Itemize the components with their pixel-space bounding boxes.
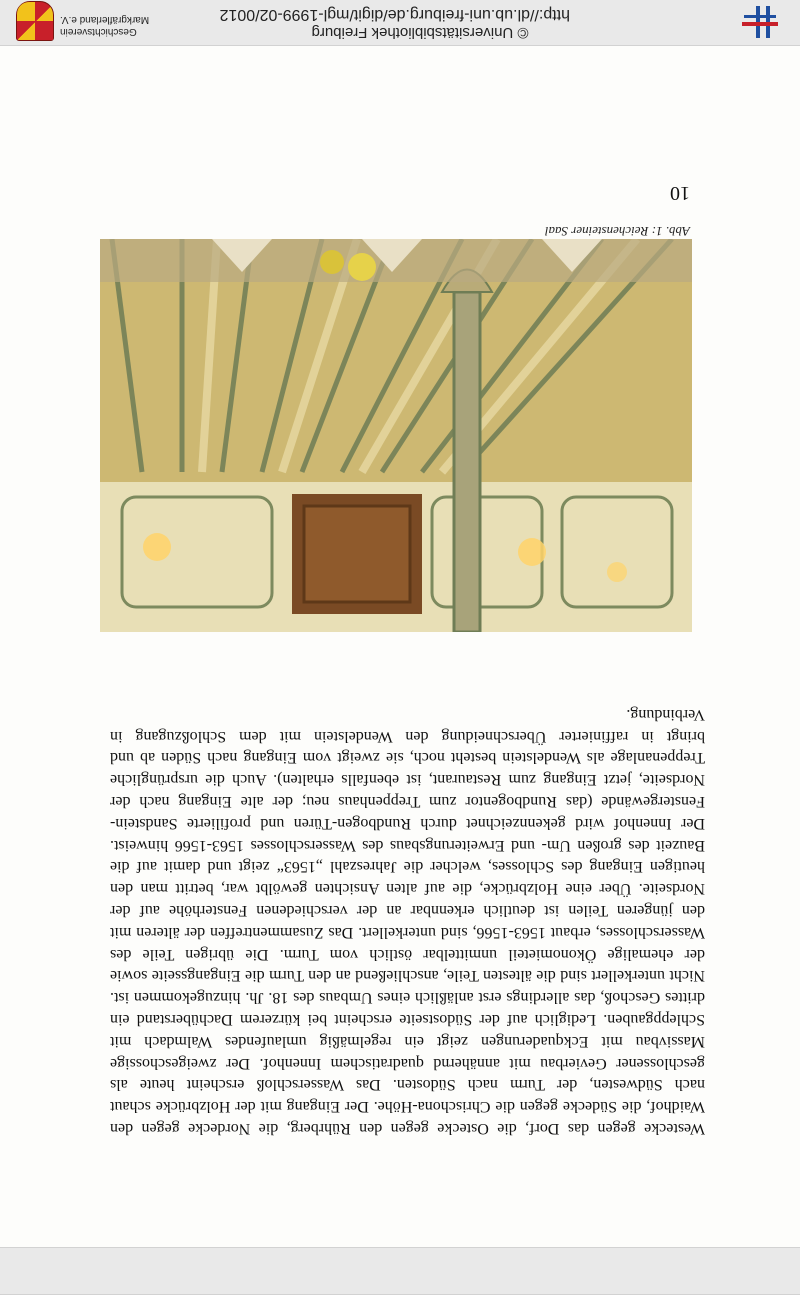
hall-photo [100,239,692,632]
society-line-1: Geschichtsverein [60,26,137,37]
body-text [110,703,705,1139]
coat-of-arms-icon [16,1,54,41]
footer-strip [0,0,800,46]
society-name [60,13,200,37]
page-number: 10 [670,182,690,204]
ub-freiburg-logo-icon [738,2,782,42]
hall-photo-drawing [100,239,692,632]
header-strip [0,1247,800,1295]
body-paragraph: Westecke gegen das Dorf, die Ostecke gegen den Rührberg, die Nordecke gegen den Waidhof, die Südecke gegen die Chrischona-Höhe. Der Eingang mit der Holzbrücke schaut nach Südwesten, der Turm nach Südosten. Das Wasserschloß erscheint heute als geschlossener Gevierbau mit annähernd quadratischem Innenhof. Der zweigeschossige Massivbau mit Eckquaderungen zeigt ein regelmäßig umlaufendes Walmdach mit Schleppgauben. Lediglich auf der Südostseite erscheint bei kürzerem Dachüberstand ein drittes Geschoß, das allerdings erst anläßlich eines Umbaus des 18. Jh. hinzugekommen ist. Nicht unterkellert sind die ältesten Teile, anschließend an den Turm die Eingangsseite sowie der ehemalige Ökonomieteil unmittelbar östlich vom Turm. Die übrigen Teile des Wasserschlosses, erbaut 1563-1566, sind unterkellert. Das Zusammentreffen der älteren mit den jüngeren Teilen ist deutlich erkennbar an der verschiedenen Fensterhöhe auf der Nordseite. Über eine Holzbrücke, die auf alten Ansichten gewölbt war, betritt man den heutigen Eingang des Schlosses, welcher die Jahreszahl „1563“ zeigt und damit auf die Bauzeit des großen Um- und Erweiterungsbaus des Wasserschlosses 1563-1566 hinweist. Der Innenhof wird gekennzeichnet durch Rundbogen-Türen und profilierte Sandstein-Fenstergewände (das Rundbogentor zum Treppenhaus neu; der alte Eingang nach der Nordseite, jetzt Eingang zum Restaurant, ist ebenfalls erhalten). Auch die ursprüngliche Treppenanlage als Wendelstein besteht noch, sie zweigt vom Eingang nach Süden ab und bringt in raffinierter Überschneidung den Wendelstein mit dem Schloßzugang in Verbindung. [110,705,705,1137]
source-url[interactable]: http://dl.ub.uni-freiburg.de/digit/mgl-1999-02/0012 [219,6,570,23]
library-credit: © Universitätsbibliothek Freiburg [311,24,529,41]
figure-caption: Abb. 1: Reichensteiner Saal [544,224,690,239]
society-line-2: Markgräflerland e.V. [60,14,150,25]
